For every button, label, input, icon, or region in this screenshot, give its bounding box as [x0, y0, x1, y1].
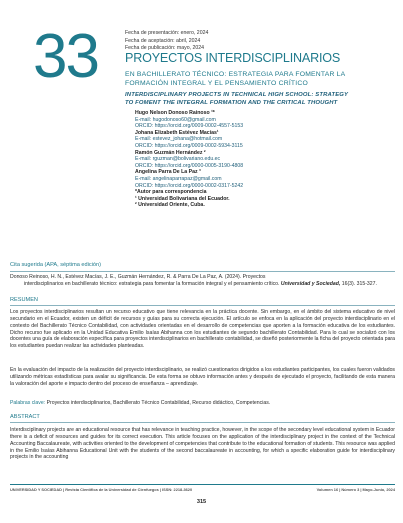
author-name: Hugo Nelson Donoso Rainoso ¹* — [135, 110, 215, 116]
author-1 — [135, 110, 395, 130]
keywords-label: Palabras clave: — [10, 400, 46, 406]
date-presented: Fecha de presentación: enero, 2024 — [125, 30, 209, 36]
author-block — [135, 110, 395, 209]
title-en-line-2: TO FOMENT THE INTEGRAL FORMATION AND THE CRITICAL THOUGHT — [125, 100, 338, 106]
date-accepted: Fecha de aceptación: abril, 2024 — [125, 37, 201, 44]
author-2 — [135, 130, 395, 150]
publication-dates — [125, 30, 208, 53]
author-name: Angelina Parra De La Paz ³ — [135, 169, 201, 176]
divider — [10, 305, 395, 306]
author-email[interactable]: E-mail: rguzman@bolivariano.edu.ec — [135, 156, 221, 163]
author-email[interactable]: E-mail: hugodonoso60@gmail.com — [135, 116, 216, 123]
author-orcid[interactable]: ORCID: https://orcid.org/0009-0002-4557-5153 — [135, 123, 244, 130]
footer-volume: Volumen 16 | Número 3 | Mayo-Junio, 2024 — [316, 486, 395, 492]
subtitle-line-1: EN BACHILLERATO TÉCNICO: ESTRATEGIA PARA FOMENTAR LA — [125, 71, 346, 78]
title-en-line-1: INTERDISCIPLINARY PROJECTS IN TECHNICAL HIGH SCHOOL: STRATEGY — [125, 92, 349, 98]
keywords-list: Proyectos interdisciplinarios, Bachillerato Técnico Contabilidad, Recurso didáctico, Competencias. — [45, 400, 271, 406]
article-number: 33 — [33, 22, 98, 91]
author-email[interactable]: E-mail: estevez_johana@hotmail.com — [135, 136, 223, 143]
title-english — [125, 91, 397, 107]
citation-text — [10, 274, 395, 288]
abstract-paragraph: Interdisciplinary projects are an educational resource that has relevance in teaching practice, however, in the scope of the secondary level educational system in Ecuador there is a deficit of resources and guides for its correct execution. This article focuses on the application of the interdisciplinary project in the context of the Technical Accounting Baccalaureate, with activities oriented to the development of competencies that contribute to the educational formation of students. This resource was applied in the Emilio Isaías Abihanna Educational Unit with the students of the second baccalaureate in accounting, for which a specific elaboration guide for interdisciplinary projects in the accounting — [10, 427, 395, 461]
title-spanish: PROYECTOS INTERDISCIPLINARIOS — [125, 51, 341, 65]
abstract-heading: ABSTRACT — [10, 414, 40, 420]
divider — [10, 422, 395, 423]
resumen-heading: RESUMEN — [10, 297, 38, 303]
keywords — [10, 400, 395, 407]
page-footer — [10, 484, 395, 492]
author-orcid[interactable]: ORCID: https://orcid.org/0009-0002-5934-3115 — [135, 142, 243, 149]
author-orcid[interactable]: ORCID: https://orcid.org/0000-0002-0317-5242 — [135, 182, 244, 189]
author-orcid[interactable]: ORCID: https://orcid.org/0000-0005-3190-4808 — [135, 162, 244, 169]
author-email[interactable]: E-mail: angelinaparrapaz@gmail.com — [135, 175, 222, 182]
affiliation-correspondence: *Autor para correspondencia — [135, 189, 207, 196]
author-name: Johana Elizabeth Estévez Macías¹ — [135, 129, 219, 136]
page-number: 315 — [196, 499, 207, 505]
author-3 — [135, 150, 395, 170]
citation-journal: Universidad y Sociedad, — [280, 280, 341, 287]
citation-line-1: Donoso Reinoso, H. N., Estévez Macías, J. E., Guzmán Hernández, R. & Parra De La Paz, A. (2024). Proyectos — [10, 274, 266, 280]
footer-journal: UNIVERSIDAD Y SOCIEDAD | Revista Científica de la Universidad de Cienfuegos | ISSN: 2218-3620 — [10, 486, 193, 492]
affiliation-1: ¹ Universidad Bolivariana del Ecuador. — [135, 195, 230, 202]
resumen-paragraph-1: Los proyectos interdisciplinarios resultan un recurso educativo que tiene relevancia en la práctica docente. Sin embargo, en el ámbito del sistema educativo de nivel secundario en el Ecuador, existen un déficit de recursos y guías para su correcta ejecución. El artículo se enfoca en la aplicación del proyecto interdisciplinario en el contexto del Bachillerato Técnico Contabilidad, con actividades orientadas en el desarrollo de competencias que aporten a la formación educativa de los estudiantes. Dicho recurso fue aplicado en la Unidad Educativa Emilio Isaías Abihanna con los estudiantes de segundo bachillerato Contabilidad. Para lo cual se socializó con los docentes una guía de elaboración específica para proyectos interdisciplinarios en bachillerato contabilidad, se diseñó posteriormente la ficha del proyecto orientada para los estudiantes puedan realizar las actividades planteadas. — [10, 309, 395, 350]
affiliation-2: ² Universidad Oriente, Cuba. — [135, 202, 205, 209]
date-published: Fecha de publicación: mayo, 2024 — [125, 45, 205, 52]
citation-label: Cita sugerida (APA, séptima edición) — [10, 262, 101, 268]
author-4 — [135, 169, 395, 189]
subtitle-spanish — [125, 70, 397, 88]
resumen-paragraph-2: En la evaluación del impacto de la realización del proyecto interdisciplinario, se realizó cuestionarios dirigidos a los estudiantes participantes, los cuales fueron validados utilizando métricas estadísticas para avalar su significancia. De esta forma se obtuvo información antes y después de ejecutado el proyecto, facilitando de esta manera la valoración del aporte e impacto dentro del proceso de enseñanza – aprendizaje. — [10, 367, 395, 387]
divider — [10, 271, 395, 272]
author-name: Ramón Guzmán Hernández ² — [135, 149, 206, 156]
subtitle-line-2: FORMACIÓN INTEGRAL Y EL PENSAMIENTO CRÍTICO — [125, 80, 308, 87]
citation-line-2: interdisciplinarios en bachillerato técnico: estrategia para fomentar la formación integral y el pensamiento crítico. Universidad y Sociedad, 16(3). 315-327. — [24, 280, 377, 287]
